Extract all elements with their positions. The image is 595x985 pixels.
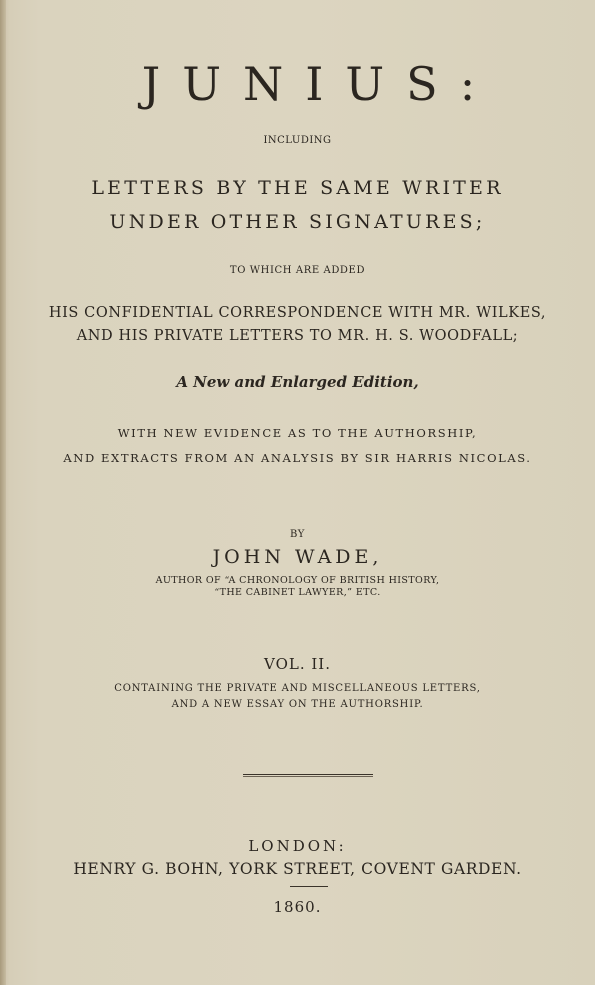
author-credentials-line-2: “THE CABINET LAWYER,” ETC. [214, 587, 381, 598]
publisher-name: HENRY G. BOHN, YORK STREET, COVENT GARDEN. [73, 860, 522, 878]
publication-year: 1860. [273, 898, 322, 916]
author-credentials-line-1: AUTHOR OF “A CHRONOLOGY OF BRITISH HISTORY, [155, 575, 440, 586]
by-label: BY [290, 529, 305, 540]
author-name: JOHN WADE, [212, 546, 383, 568]
evidence-line-1: WITH NEW EVIDENCE AS TO THE AUTHORSHIP, [117, 426, 478, 440]
subtitle-line-2: UNDER OTHER SIGNATURES; [109, 211, 486, 233]
volume-number: VOL. II. [264, 655, 331, 673]
evidence-line-2: AND EXTRACTS FROM AN ANALYSIS BY SIR HARRIS NICOLAS. [63, 451, 532, 465]
book-title: JUNIUS: [141, 57, 498, 111]
added-label: TO WHICH ARE ADDED [229, 265, 366, 276]
divider-rule [243, 774, 373, 777]
publication-place: LONDON: [248, 837, 347, 855]
volume-contents-line-2: AND A NEW ESSAY ON THE AUTHORSHIP. [171, 699, 424, 710]
short-divider-rule [290, 886, 328, 888]
including-label: INCLUDING [263, 135, 332, 146]
correspondence-line-1: HIS CONFIDENTIAL CORRESPONDENCE WITH MR. WILKES, [48, 305, 547, 321]
volume-contents-line-1: CONTAINING THE PRIVATE AND MISCELLANEOUS LETTERS, [114, 683, 481, 694]
subtitle-line-1: LETTERS BY THE SAME WRITER [91, 177, 504, 199]
edition-statement: A New and Enlarged Edition, [176, 373, 419, 391]
correspondence-line-2: AND HIS PRIVATE LETTERS TO MR. H. S. WOODFALL; [76, 328, 519, 344]
